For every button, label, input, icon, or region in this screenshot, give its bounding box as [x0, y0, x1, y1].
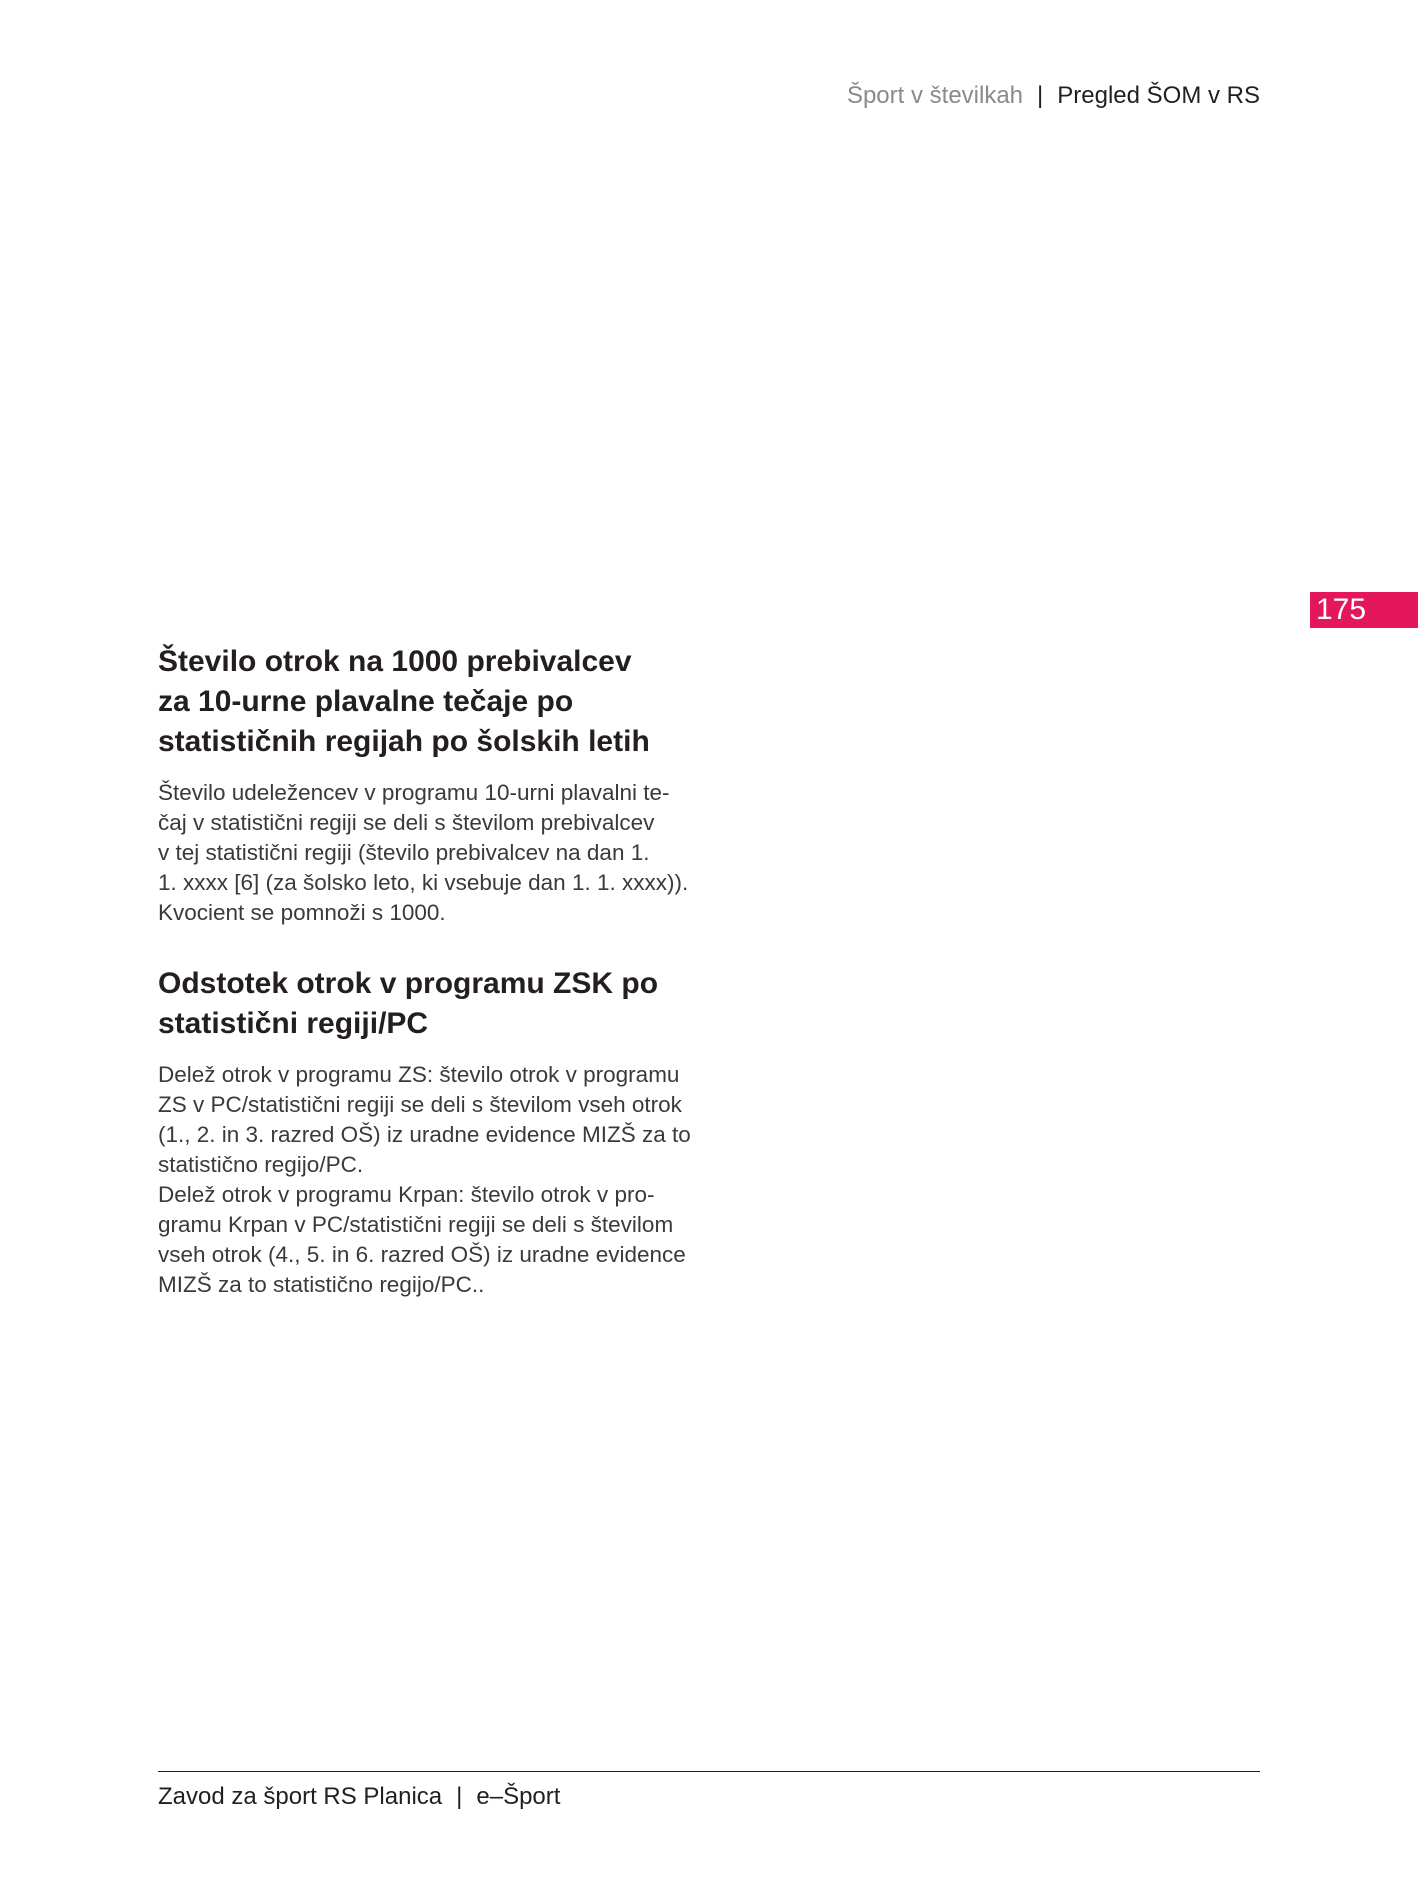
text-line: statistično regijo/PC. — [158, 1152, 364, 1177]
publication-title: Šport v številkah — [846, 82, 1024, 109]
section-heading — [158, 642, 718, 762]
text-line: Delež otrok v programu ZS: število otrok v programu — [158, 1062, 680, 1087]
text-line: vseh otrok (4., 5. in 6. razred OŠ) iz uradne evidence — [158, 1242, 686, 1267]
heading-line: statistični regiji/PC — [158, 1007, 429, 1040]
section-paragraph — [158, 778, 718, 928]
page-number-badge: 175 — [1310, 592, 1418, 628]
heading-line: statističnih regijah po šolskih letih — [158, 725, 650, 758]
text-line: Kvocient se pomnoži s 1000. — [158, 900, 446, 925]
text-line: čaj v statistični regiji se deli s številom prebivalcev — [158, 810, 655, 835]
running-header — [847, 80, 1260, 112]
text-line: Delež otrok v programu Krpan: število otrok v pro- — [158, 1182, 655, 1207]
section-zsk-program — [158, 964, 718, 1300]
text-line: gramu Krpan v PC/statistični regiji se deli s številom — [158, 1212, 674, 1237]
section-title: Pregled ŠOM v RS — [1057, 82, 1260, 109]
running-footer — [158, 1781, 560, 1813]
text-line: (1., 2. in 3. razred OŠ) iz uradne evidence MIZŠ za to — [158, 1122, 691, 1147]
section-heading — [158, 964, 718, 1044]
main-content — [158, 642, 718, 1300]
text-line: v tej statistični regiji (število prebivalcev na dan 1. — [158, 840, 650, 865]
section-swimming-courses — [158, 642, 718, 928]
text-line: 1. xxxx [6] (za šolsko leto, ki vsebuje dan 1. 1. xxxx)). — [158, 870, 689, 895]
heading-line: za 10-urne plavalne tečaje po — [158, 685, 574, 718]
footer-organization: Zavod za šport RS Planica — [158, 1783, 443, 1810]
text-line: Število udeležencev v programu 10-urni plavalni te- — [158, 780, 670, 805]
footer-project: e–Šport — [476, 1783, 561, 1810]
heading-line: Odstotek otrok v programu ZSK po — [158, 967, 659, 1000]
header-separator: | — [1037, 82, 1044, 109]
text-line: ZS v PC/statistični regiji se deli s številom vseh otrok — [158, 1092, 682, 1117]
text-line: MIZŠ za to statistično regijo/PC.. — [158, 1272, 485, 1297]
footer-separator: | — [456, 1783, 463, 1810]
heading-line: Število otrok na 1000 prebivalcev — [158, 645, 632, 678]
footer-divider — [158, 1771, 1260, 1772]
section-paragraph — [158, 1060, 718, 1300]
